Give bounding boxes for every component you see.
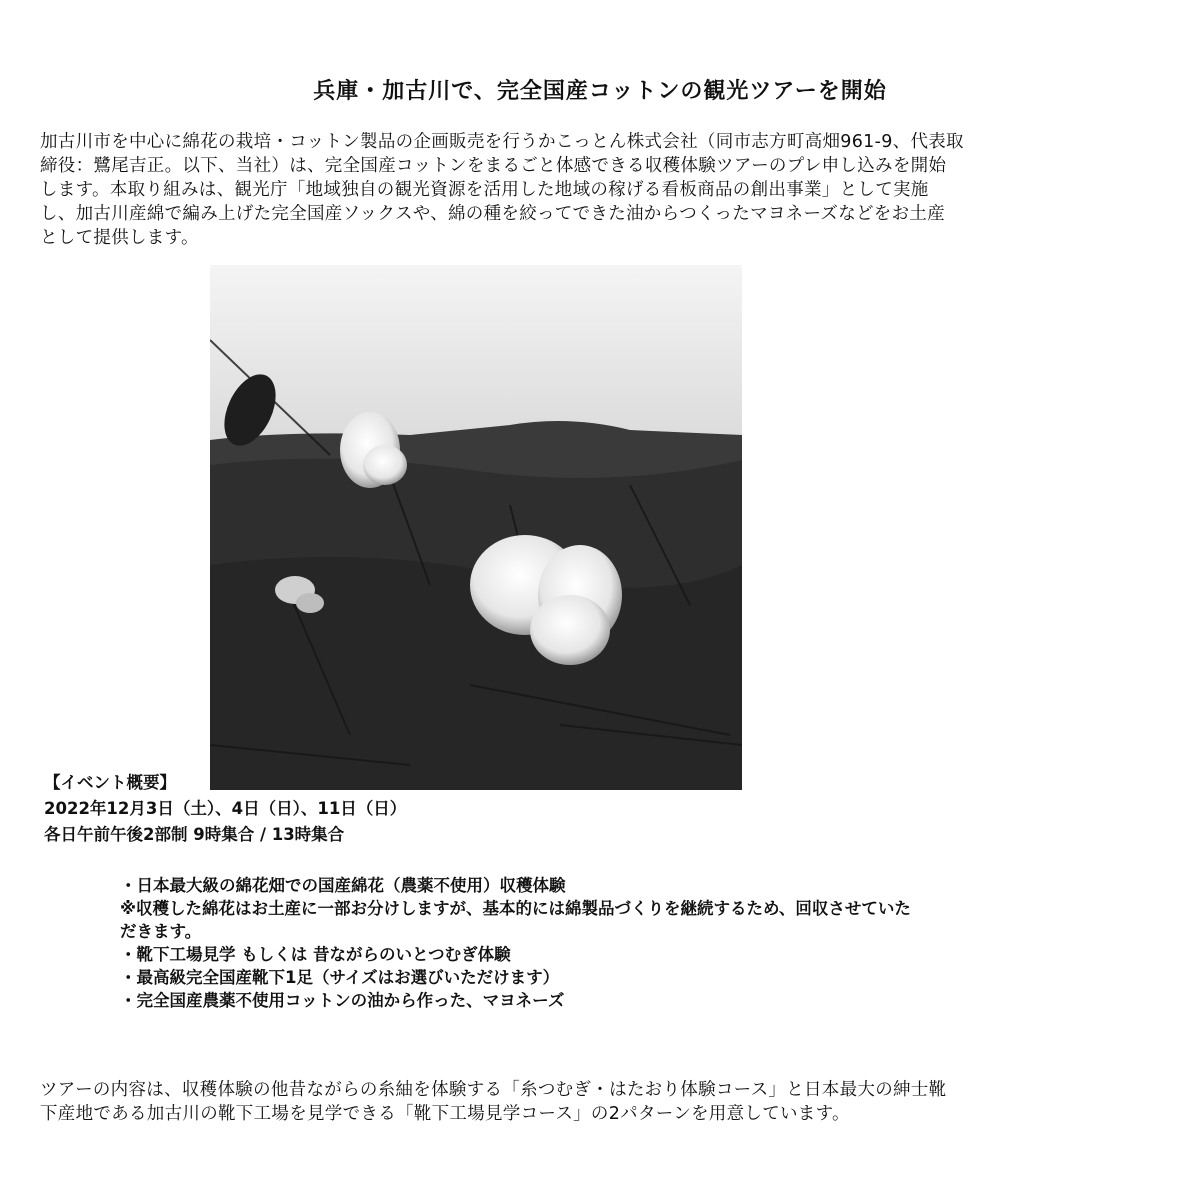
event-summary-header (44, 770, 406, 848)
intro-line: し、加古川産綿で編み上げた完全国産ソックスや、綿の種を絞ってできた油からつくったマヨネーズなどをお土産 (40, 204, 945, 224)
list-item: ・最高級完全国産靴下1足（サイズはお選びいただけます） (120, 968, 560, 987)
list-item: ・日本最大級の綿花畑での国産綿花（農薬不使用）収穫体験 (120, 876, 566, 895)
cotton-field-illustration (210, 265, 742, 790)
intro-line: 締役：鷺尾吉正。以下、当社）は、完全国産コットンをまるごと体感できる収穫体験ツアーのプレ申し込みを開始 (40, 156, 947, 176)
closing-line: ツアーの内容は、収穫体験の他昔ながらの糸紬を体験する「糸つむぎ・はたおり体験コース」と日本最大の紳士靴 (40, 1080, 947, 1100)
document-title: 兵庫・加古川で、完全国産コットンの観光ツアーを開始 (313, 79, 887, 104)
cotton-field-photo (210, 265, 742, 790)
event-schedule: 各日午前午後2部制 9時集合 / 13時集合 (44, 825, 345, 844)
event-details-list (120, 874, 1150, 1012)
list-item: だきます。 (120, 922, 202, 941)
event-heading: 【イベント概要】 (44, 773, 176, 792)
event-dates: 2022年12月3日（土）、4日（日）、11日（日） (44, 799, 407, 818)
list-item: ・靴下工場見学 もしくは 昔ながらのいとつむぎ体験 (120, 945, 511, 964)
list-item: ・完全国産農薬不使用コットンの油から作った、マヨネーズ (120, 991, 565, 1010)
intro-line: として提供します。 (40, 228, 199, 248)
list-item: ※収穫した綿花はお土産に一部お分けしますが、基本的には綿製品づくりを継続するため、回収させていた (120, 899, 911, 918)
closing-line: 下産地である加古川の靴下工場を見学できる「靴下工場見学コース」の2パターンを用意しています。 (40, 1104, 850, 1124)
closing-paragraph (40, 1078, 1155, 1126)
intro-line: 加古川市を中心に綿花の栽培・コットン製品の企画販売を行うかこっとん株式会社（同市志方町高畑961-9、代表取 (40, 132, 964, 152)
intro-paragraph (40, 130, 1150, 250)
intro-line: します。本取り組みは、観光庁「地域独自の観光資源を活用した地域の稼げる看板商品の創出事業」として実施 (40, 180, 929, 200)
